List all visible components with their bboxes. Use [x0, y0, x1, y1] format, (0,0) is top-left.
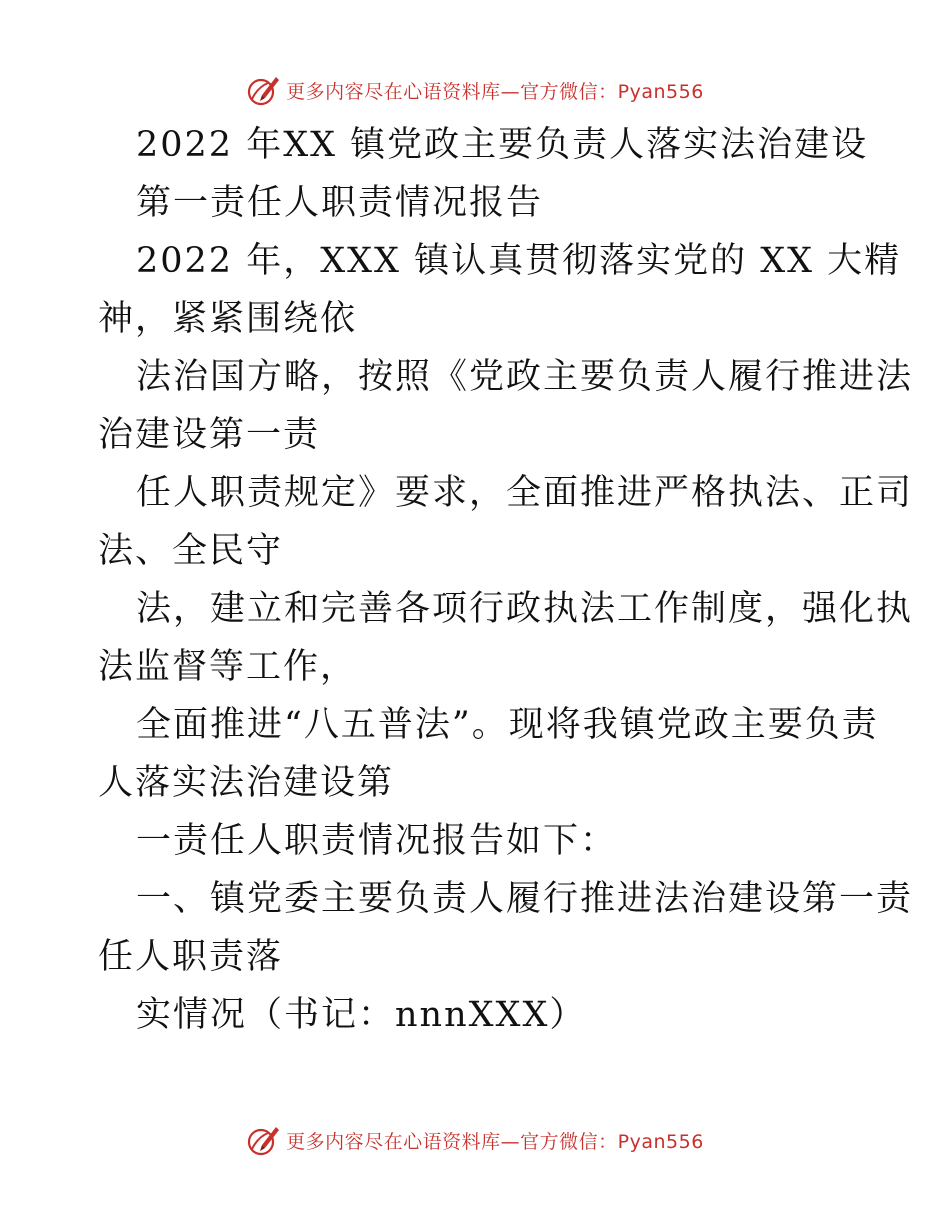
paragraph-line: 法治国方略，按照《党政主要负责人履行推进法	[136, 357, 914, 397]
footer-banner	[0, 1120, 950, 1160]
paragraph-line: 法监督等工作，	[98, 647, 358, 687]
paragraph-line: 一责任人职责情况报告如下：	[136, 821, 618, 861]
paragraph-line: 2022 年，XXX 镇认真贯彻落实党的 XX 大精	[136, 241, 902, 281]
paragraph-line: 法、全民守	[98, 531, 284, 571]
paragraph-line: 法，建立和完善各项行政执法工作制度，强化执	[136, 589, 914, 629]
paragraph-line: 实情况（书记：nnnXXX）	[136, 995, 587, 1035]
header-banner	[0, 70, 950, 110]
paragraph-line: 2022 年XX 镇党政主要负责人落实法治建设	[136, 125, 869, 165]
paragraph-line: 神，紧紧围绕依	[98, 299, 358, 339]
paragraph-line: 一、镇党委主要负责人履行推进法治建设第一责	[136, 879, 914, 919]
paragraph-line: 全面推进“八五普法”。现将我镇党政主要负责	[136, 705, 879, 745]
document-body	[98, 116, 914, 1044]
paragraph-line: 治建设第一责	[98, 415, 321, 455]
header-banner-text: 更多内容尽在心语资料库—官方微信：Pyan556	[286, 80, 704, 103]
paragraph-line: 第一责任人职责情况报告	[136, 183, 544, 223]
pen-logo-icon	[246, 1123, 280, 1157]
paragraph-line: 人落实法治建设第	[98, 763, 395, 803]
paragraph-line: 任人职责落	[98, 937, 284, 977]
paragraph-line: 任人职责规定》要求，全面推进严格执法、正司	[136, 473, 914, 513]
footer-banner-text: 更多内容尽在心语资料库—官方微信：Pyan556	[286, 1130, 704, 1153]
pen-logo-icon	[246, 73, 280, 107]
